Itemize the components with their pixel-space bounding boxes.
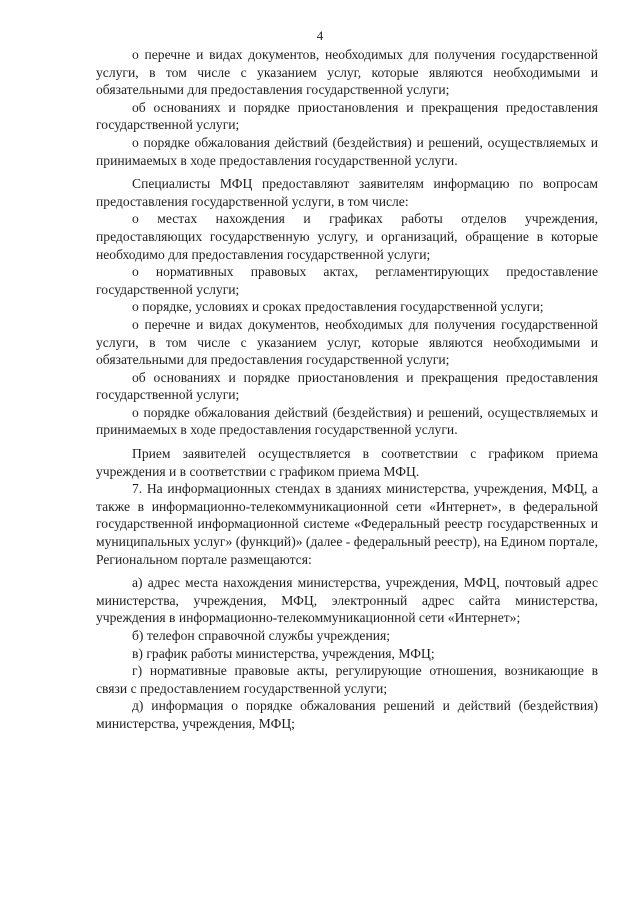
paragraph: 7. На информационных стендах в зданиях министерства, учреждения, МФЦ, а также в информационно-телекоммуникационной сети «Интернет», в федеральной государственной информационной системе «Федеральный реестр государственных и муниципальных услуг» (функций)» (далее - федеральный реестр), на Едином портале, Региональном портале размещаются:: [96, 481, 598, 567]
paragraph: а) адрес места нахождения министерства, учреждения, МФЦ, почтовый адрес министерства, учреждения, МФЦ, электронный адрес сайта министерства, учреждения в информационно-телекоммуникационной сети «Интернет»;: [96, 575, 598, 626]
paragraph: д) информация о порядке обжалования решений и действий (бездействия) министерства, учреждения, МФЦ;: [96, 698, 598, 731]
paragraph: о перечне и видах документов, необходимых для получения государственной услуги, в том числе с указанием услуг, которые являются необходимыми и обязательными для предоставления государственной услуги;: [96, 316, 598, 368]
paragraph: о порядке, условиях и сроках предоставления государственной услуги;: [132, 299, 544, 315]
paragraph: о нормативных правовых актах, регламентирующих предоставление государственной услуги;: [96, 264, 598, 297]
paragraph: о местах нахождения и графиках работы отделов учреждения, предоставляющих государственную услугу, и организаций, обращение в которые необходимо для предоставления государственной услуги;: [96, 211, 598, 262]
paragraph: об основаниях и порядке приостановления и прекращения предоставления государственной услуги;: [96, 99, 598, 133]
paragraph: в) график работы министерства, учреждения, МФЦ;: [132, 645, 435, 661]
paragraph: о порядке обжалования действий (бездействия) и решений, осуществляемых и принимаемых в ходе предоставления государственной услуги.: [96, 134, 598, 168]
paragraph: г) нормативные правовые акты, регулирующие отношения, возникающие в связи с предоставлением государственной услуги;: [96, 663, 598, 696]
paragraph: об основаниях и порядке приостановления и прекращения предоставления государственной услуги;: [96, 369, 598, 403]
paragraph: о перечне и видах документов, необходимых для получения государственной услуги, в том числе с указанием услуг, которые являются необходимыми и обязательными для предоставления государственной услуги;: [96, 47, 598, 98]
paragraph: б) телефон справочной службы учреждения;: [132, 628, 391, 643]
body-text: [96, 46, 598, 733]
page-number: 4: [316, 28, 324, 43]
paragraph: Прием заявителей осуществляется в соответствии с графиком приема учреждения и в соответствии с графиком приема МФЦ.: [96, 446, 598, 479]
paragraph: о порядке обжалования действий (бездействия) и решений, осуществляемых и принимаемых в ходе предоставления государственной услуги.: [96, 404, 598, 438]
paragraph: Специалисты МФЦ предоставляют заявителям информацию по вопросам предоставления государственной услуги, в том числе:: [96, 176, 598, 209]
